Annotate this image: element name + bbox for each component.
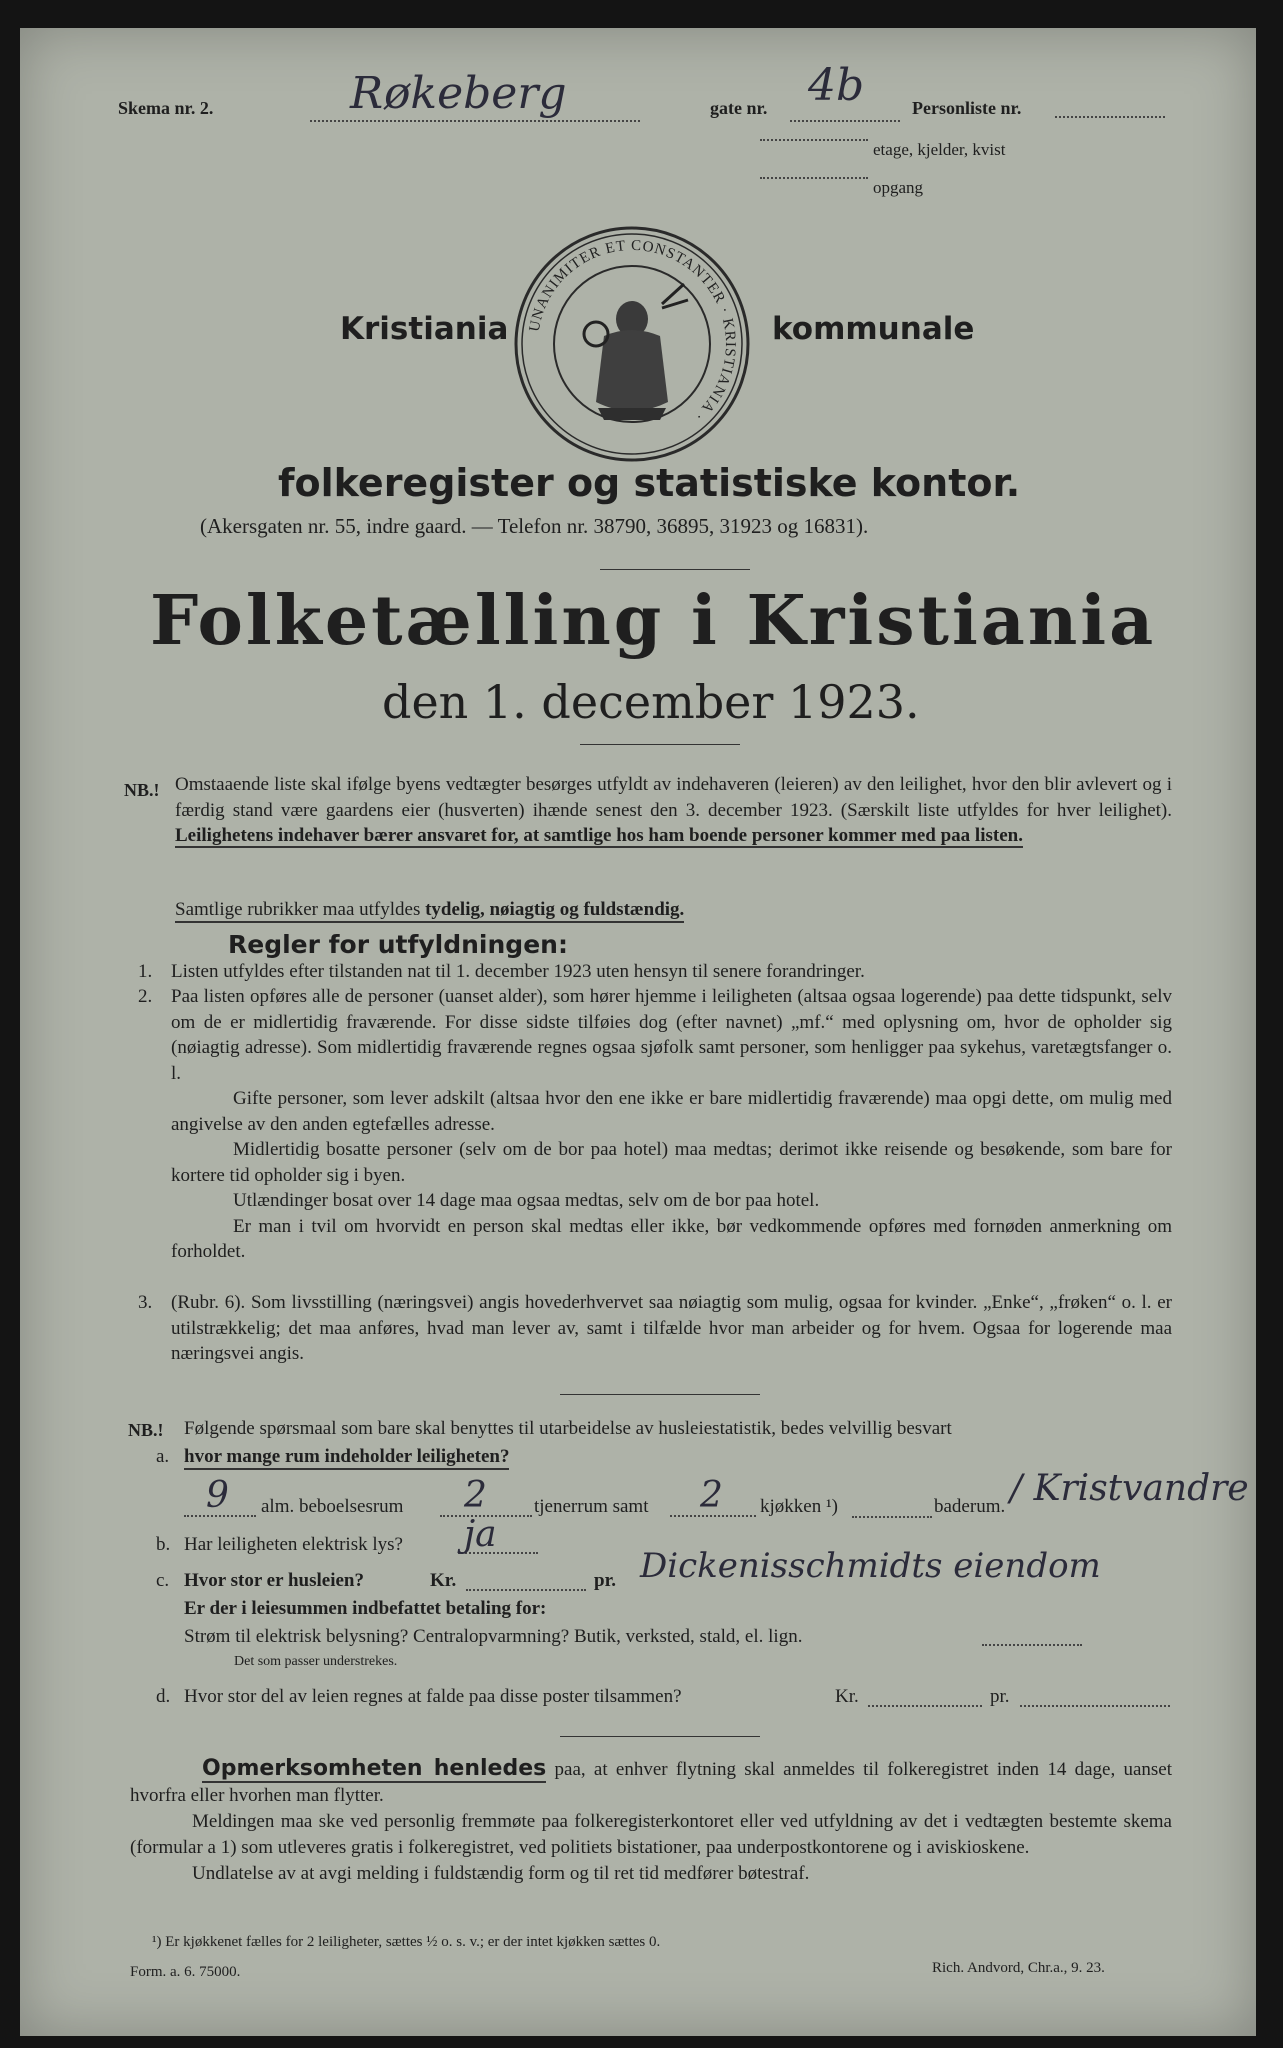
rule-2-foreigners: Utlændinger bosat over 14 dage maa ogsaa medtas, selv om de bor paa hotel. bbox=[233, 1190, 820, 1211]
electric-handwritten: ja bbox=[464, 1514, 497, 1555]
nb2-intro: Følgende spørsmaal som bare skal benyttes til utarbeidelse av husleiestatistik, bedes velvillig besvart bbox=[184, 1418, 952, 1439]
rooms-label: alm. beboelsesrum bbox=[261, 1496, 404, 1517]
rent-includes-note: Det som passer understrekes. bbox=[234, 1654, 398, 1669]
footnote: ¹) Er kjøkkenet fælles for 2 leiligheter, sættes ½ o. s. v.; er der intet kjøkken sættes 0. bbox=[152, 1934, 661, 1950]
office-address: (Akersgaten nr. 55, indre gaard. — Telefon nr. 38790, 36895, 31923 og 16831). bbox=[200, 514, 869, 538]
nb1-text: Omstaaende liste skal ifølge byens vedtægter besørges utfyldt av indehaveren (leieren) av den leilighet, hvor den blir avlevert og i færdig stand være gaardens eier (husverten) ihænde senest den 3. december 1923. (Særskilt liste utfyldes for hver leilighet). bbox=[175, 774, 1172, 821]
nb1-line3-bold: tydelig, nøiagtig og fuldstændig. bbox=[425, 899, 685, 920]
rule-number: 3. bbox=[138, 1292, 153, 1313]
kitchen-label: kjøkken ¹) bbox=[760, 1496, 838, 1517]
kitchen-handwritten: 2 bbox=[700, 1475, 723, 1516]
form-number: Form. a. 6. 75000. bbox=[130, 1964, 241, 1980]
nb1-line3 bbox=[175, 899, 684, 923]
skema-number: Skema nr. 2. bbox=[118, 98, 214, 118]
rule-1: Listen utfyldes efter tilstanden nat til 1. december 1923 uten hensyn til senere forandringer. bbox=[171, 961, 865, 982]
gate-label: gate nr. bbox=[710, 98, 768, 118]
kristiania-label: Kristiania bbox=[340, 311, 509, 347]
share-pr-label: pr. bbox=[990, 1686, 1010, 1707]
rule-2-doubt: Er man i tvil om hvorvidt en person skal medtas eller ikke, bør vedkommende opføres med fornøden anmerkning om forholdet. bbox=[171, 1215, 1172, 1262]
question-a: hvor mange rum indeholder leiligheten? bbox=[184, 1446, 509, 1470]
bath-field bbox=[852, 1516, 932, 1518]
rule-number: 2. bbox=[138, 986, 153, 1007]
rule-3: (Rubr. 6). Som livsstilling (næringsvei) angis hovederhvervet saa nøiagtig som mulig, ogsaa for kvinder. „Enke“, „frøken“ o. l. er utilstrækkelig; det maa anføres, hvad man lever av, samt i tilfælde hvor man arbeider og for hvem. Ogsaa for logerende maa næringsvei angis. bbox=[171, 1292, 1172, 1364]
etage-field bbox=[760, 139, 868, 141]
rent-pr-label: pr. bbox=[594, 1570, 617, 1591]
city-seal bbox=[512, 224, 752, 464]
nb1-line3-text: Samtlige rubrikker maa utfyldes bbox=[175, 899, 421, 920]
rent-includes-items: Strøm til elektrisk belysning? Centralopvarmning? Butik, verksted, stald, el. lign. bbox=[184, 1626, 803, 1647]
nb1-responsibility: Leilighetens indehaver bærer ansvaret for, at samtlige hos ham boende personer kommer med paa listen. bbox=[175, 825, 1023, 846]
share-kr-label: Kr. bbox=[835, 1686, 859, 1707]
question-letter: c. bbox=[156, 1570, 170, 1591]
nb-label: NB.! bbox=[128, 1420, 164, 1440]
notice-text3: Undlatelse av at avgi melding i fuldstændig form og til ret tid medfører bøtestraf. bbox=[192, 1863, 810, 1884]
nb1-paragraph bbox=[175, 772, 1172, 849]
question-b: Har leiligheten elektrisk lys? bbox=[184, 1534, 403, 1555]
divider bbox=[580, 744, 740, 745]
servant-rooms-handwritten: 2 bbox=[464, 1475, 487, 1516]
rule-2 bbox=[171, 984, 1172, 1265]
divider bbox=[600, 569, 750, 570]
rule-number: 1. bbox=[138, 961, 153, 982]
question-letter: b. bbox=[156, 1534, 171, 1555]
printer-credit: Rich. Andvord, Chr.a., 9. 23. bbox=[932, 1960, 1105, 1976]
street-field bbox=[310, 68, 640, 122]
divider bbox=[560, 1394, 760, 1395]
rent-kr-label: Kr. bbox=[430, 1570, 457, 1591]
opgang-label: opgang bbox=[873, 178, 924, 197]
question-d: Hvor stor del av leien regnes at falde paa disse poster tilsammen? bbox=[184, 1686, 682, 1707]
rent-includes-heading: Er der i leiesummen indbefattet betaling for: bbox=[184, 1598, 547, 1619]
street-handwritten: Røkeberg bbox=[350, 68, 567, 119]
question-letter: d. bbox=[156, 1686, 171, 1707]
share-period-field bbox=[1020, 1705, 1170, 1707]
rent-handwritten: Dickenisschmidts eiendom bbox=[640, 1546, 1101, 1586]
notice-lead: Opmerksomheten henledes bbox=[202, 1756, 547, 1781]
rules-heading: Regler for utfyldningen: bbox=[228, 930, 568, 959]
bath-handwritten: / Kristvandre bbox=[1010, 1468, 1249, 1509]
rent-includes-field bbox=[982, 1644, 1082, 1646]
personliste-field bbox=[1055, 116, 1165, 118]
rooms-field bbox=[184, 1475, 256, 1517]
opgang-field bbox=[760, 177, 868, 179]
divider bbox=[560, 1736, 760, 1737]
nb-label: NB.! bbox=[124, 780, 160, 800]
share-amount-field bbox=[868, 1705, 982, 1707]
notice-text2: Meldingen maa ske ved personlig fremmøte paa folkeregisterkontoret eller ved utfyldning av det i vedtægten bestemte skema (formular a 1) som utleveres gratis i folkeregistret, ved politiets bistationer, paa underpostkontorene og i aviskioskene. bbox=[130, 1811, 1172, 1858]
svg-text:UNANIMITER ET CONSTANTER · KRI: UNANIMITER ET CONSTANTER · KRISTIANIA · bbox=[526, 237, 739, 425]
kitchen-field bbox=[670, 1475, 756, 1517]
notice-paragraph bbox=[130, 1756, 1172, 1887]
kommunale-label: kommunale bbox=[772, 311, 975, 347]
question-c: Hvor stor er husleien? bbox=[184, 1570, 364, 1591]
rule-2-married: Gifte personer, som lever adskilt (altsaa hvor den ene ikke er bare midlertidig fraværende) maa opgi dette, om mulig med angivelse av den anden egtefælles adresse. bbox=[171, 1088, 1172, 1135]
servant-rooms-label: tjenerrum samt bbox=[534, 1496, 649, 1517]
rule-2-temporary: Midlertidig bosatte personer (selv om de bor paa hotel) maa medtas; derimot ikke reisende og besøkende, som bare for kortere tid opholder sig i byen. bbox=[171, 1139, 1172, 1186]
notice-text1: paa, at enhver flytning skal anmeldes til folkeregistret inden 14 dage, uanset hvorfra eller hvorhen man flytter. bbox=[130, 1759, 1173, 1806]
gate-number-field bbox=[790, 60, 900, 122]
office-title: folkeregister og statistiske kontor. bbox=[278, 461, 1021, 505]
personliste-label: Personliste nr. bbox=[912, 98, 1022, 118]
etage-label: etage, kjelder, kvist bbox=[873, 140, 1006, 159]
rent-amount-field bbox=[466, 1589, 586, 1591]
question-letter: a. bbox=[156, 1446, 170, 1467]
rule-2-text: Paa listen opføres alle de personer (uanset alder), som hører hjemme i leiligheten (altsaa ogsaa logerende) paa dette tidspunkt, selv om de er midlertidig fraværende. For disse sidste tilføies dog (efter navnet) „mf.“ med oplysning om, hvor de opholder sig (nøiagtig adresse). Som midlertidig fraværende regnes ogsaa sjøfolk samt personer, som henligger paa sykehus, varetægtsfanger o. l. bbox=[171, 986, 1172, 1084]
bath-label: baderum. bbox=[934, 1496, 1006, 1517]
census-title: Folketælling i Kristiania bbox=[150, 581, 1157, 661]
rooms-handwritten: 9 bbox=[206, 1475, 229, 1516]
census-date: den 1. december 1923. bbox=[382, 675, 920, 729]
census-form-page bbox=[20, 28, 1256, 2036]
seal-icon bbox=[512, 224, 752, 464]
gate-number-handwritten: 4b bbox=[808, 60, 865, 111]
